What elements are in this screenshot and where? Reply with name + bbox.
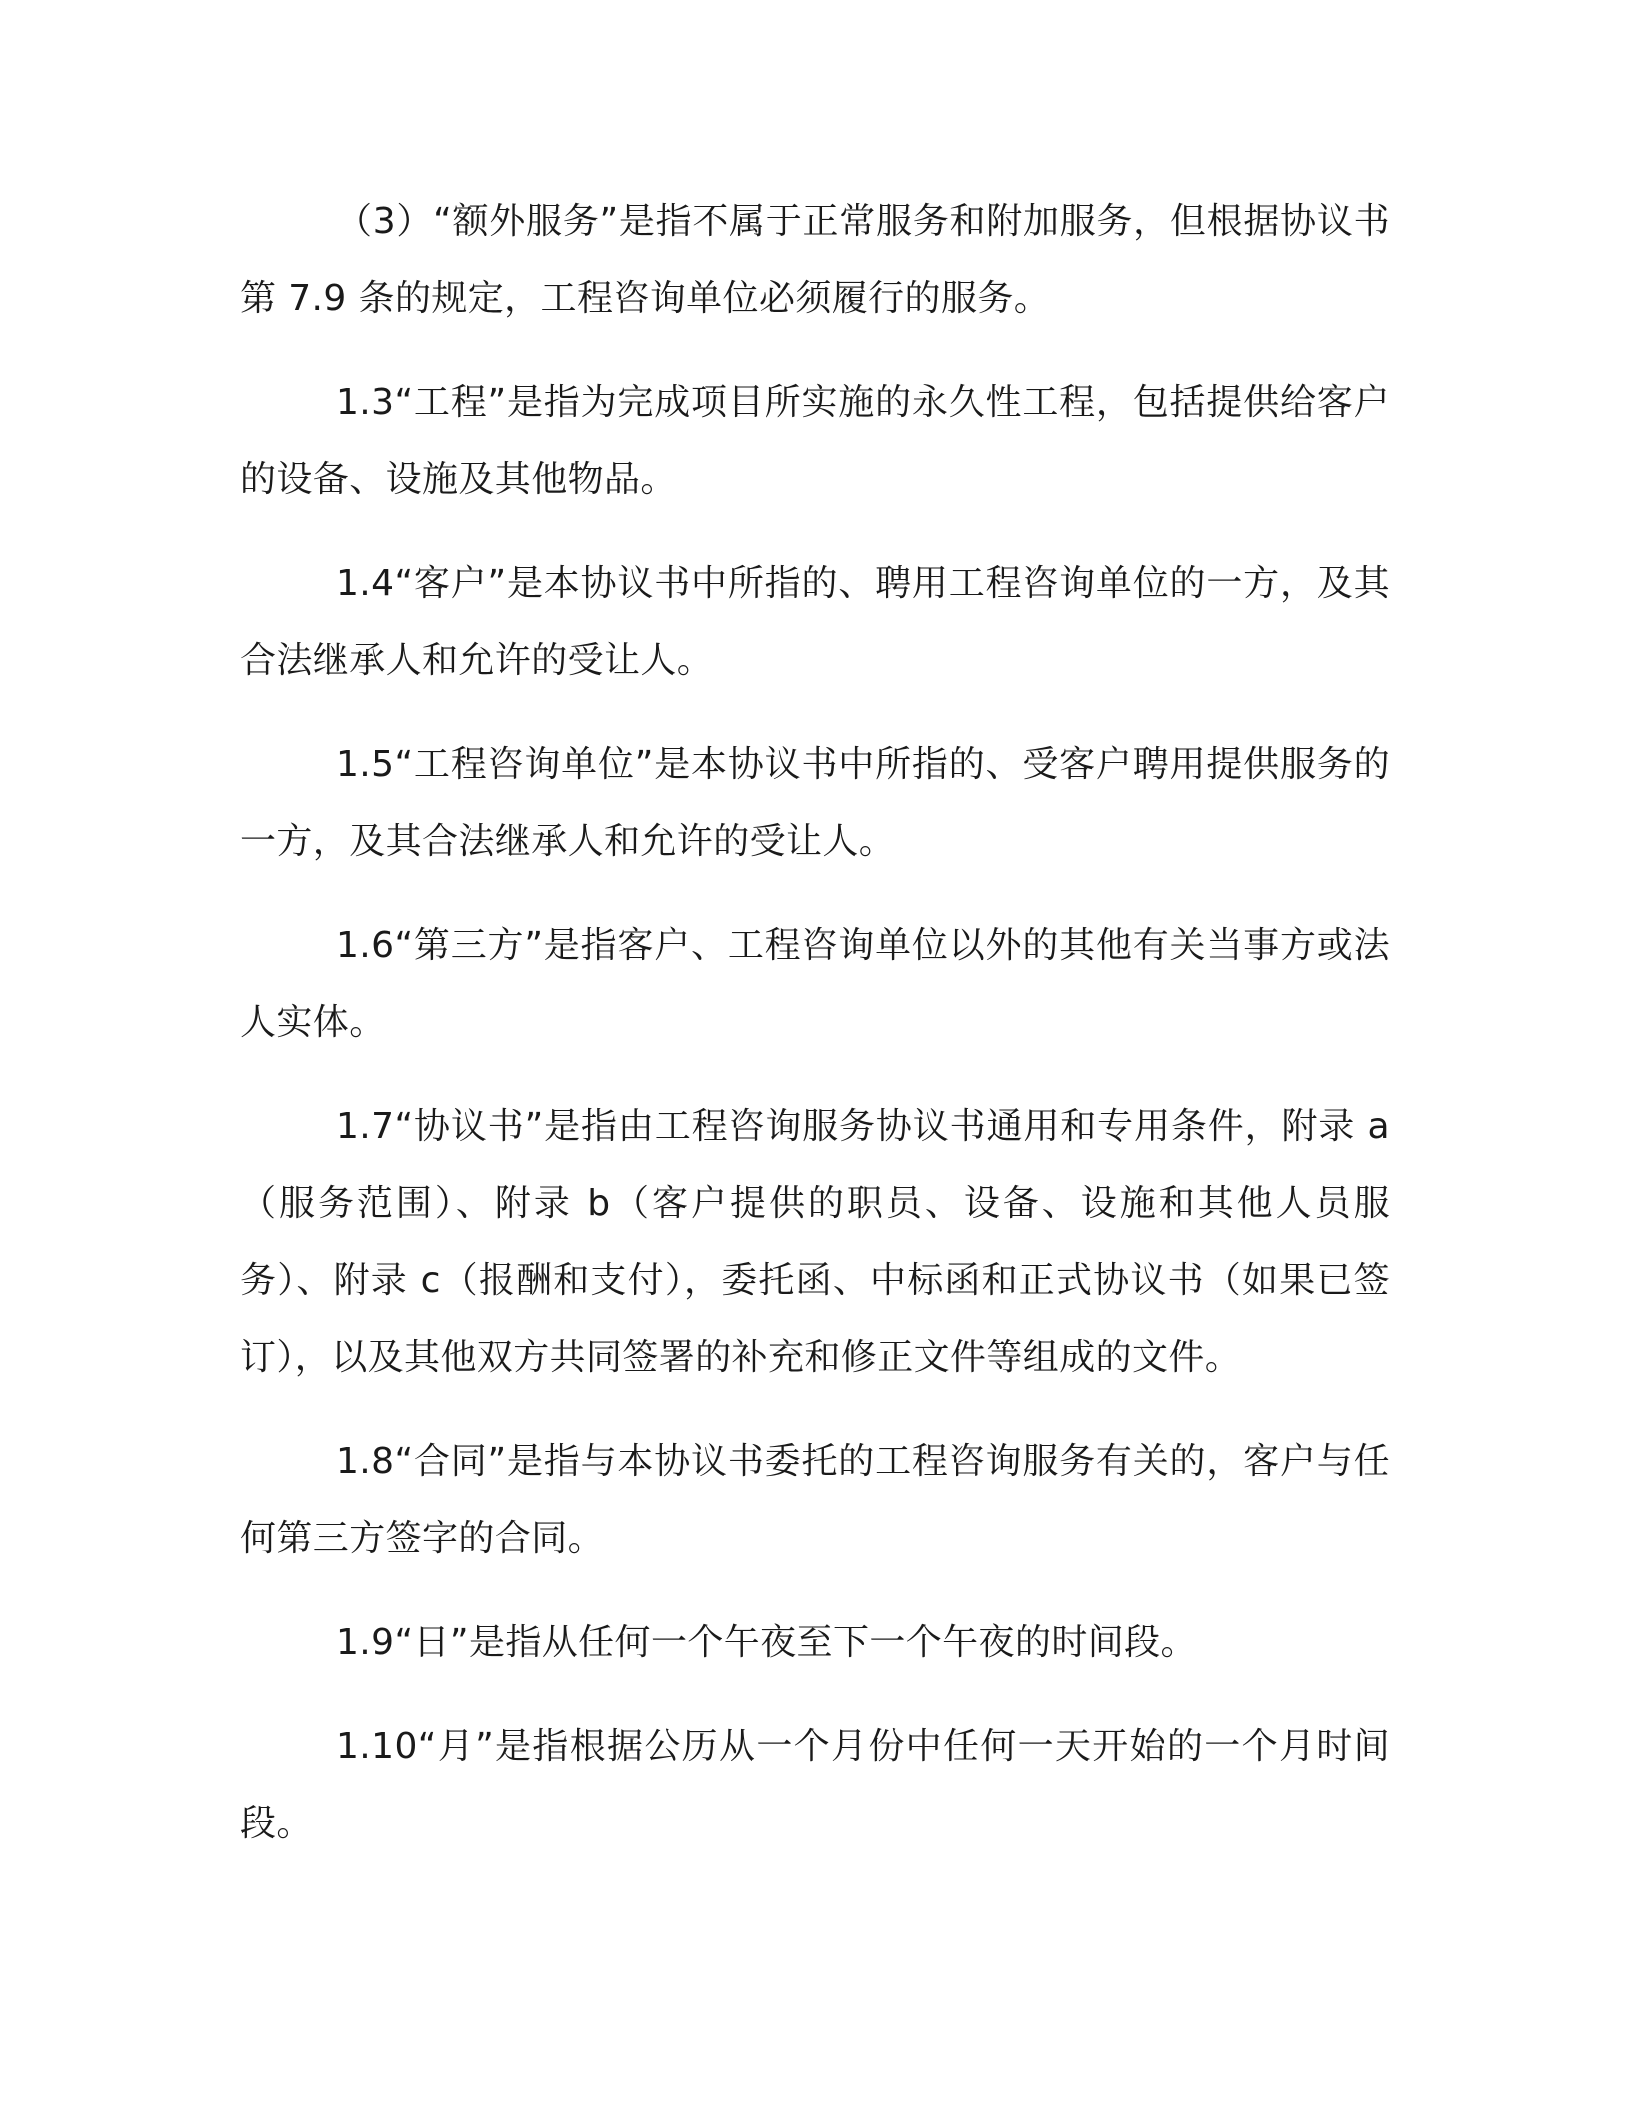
paragraph-1-7-agreement: 1.7“协议书”是指由工程咨询服务协议书通用和专用条件，附录 a（服务范围）、附录 b（客户提供的职员、设备、设施和其他人员服务）、附录 c（报酬和支付），委托函、中标函和正式协议书（如果已签订），以及其他双方共同签署的补充和修正文件等组成的文件。: [240, 1106, 1390, 1378]
paragraph-1-4-client: 1.4“客户”是本协议书中所指的、聘用工程咨询单位的一方，及其合法继承人和允许的受让人。: [240, 563, 1390, 681]
paragraph-1-8-contract: 1.8“合同”是指与本协议书委托的工程咨询服务有关的，客户与任何第三方签字的合同。: [240, 1441, 1390, 1559]
paragraph-1-5-consultant: 1.5“工程咨询单位”是本协议书中所指的、受客户聘用提供服务的一方，及其合法继承人和允许的受让人。: [240, 744, 1390, 862]
paragraph-1-10-month: 1.10“月”是指根据公历从一个月份中任何一天开始的一个月时间段。: [240, 1726, 1390, 1844]
paragraph-1-6-third-party: 1.6“第三方”是指客户、工程咨询单位以外的其他有关当事方或法人实体。: [240, 925, 1390, 1043]
paragraph-1-9-day: 1.9“日”是指从任何一个午夜至下一个午夜的时间段。: [336, 1622, 1197, 1663]
paragraph-1-3-works: 1.3“工程”是指为完成项目所实施的永久性工程，包括提供给客户的设备、设施及其他物品。: [240, 382, 1390, 500]
document-body: [240, 183, 1390, 1889]
paragraph-extra-services: （3）“额外服务”是指不属于正常服务和附加服务，但根据协议书第 7.9 条的规定，工程咨询单位必须履行的服务。: [240, 201, 1390, 319]
